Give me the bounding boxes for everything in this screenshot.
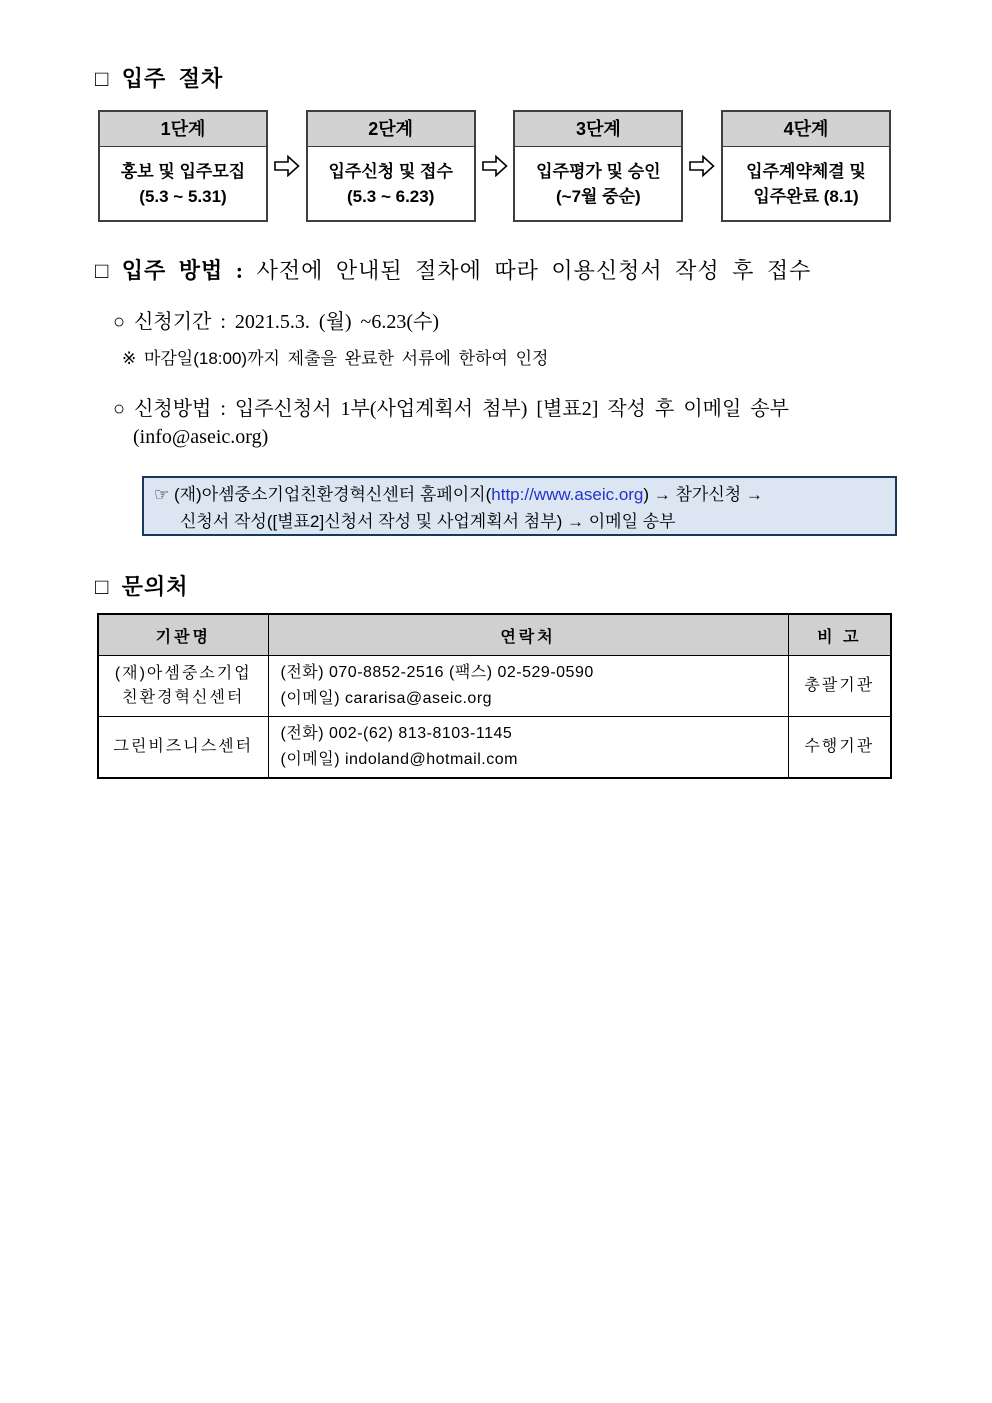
org-name-line1: 그린비즈니스센터 (113, 738, 254, 755)
col-header-note: 비 고 (788, 614, 891, 656)
table-row (98, 717, 891, 779)
contact-email: (이메일) indoland@hotmail.com (280, 751, 518, 768)
step-2-line1: 입주신청 및 접수 (328, 161, 453, 181)
step-1-label: 1단계 (100, 112, 266, 147)
contact-cell (268, 656, 788, 717)
step-1-line1: 홍보 및 입주모집 (120, 161, 246, 181)
step-3-line1: 입주평가 및 승인 (536, 161, 661, 181)
contact-cell (268, 717, 788, 779)
step-3-line2: (~7월 중순) (555, 186, 641, 206)
step-2-label: 2단계 (308, 112, 474, 147)
col-header-contact: 연락처 (268, 614, 788, 656)
step-box-1 (98, 110, 268, 222)
step-arrow-icon (476, 110, 514, 222)
application-method-bullet: ○ 신청방법 : 입주신청서 1부(사업계획서 첨부) [별표2] 작성 후 이메일 송부 (113, 398, 789, 420)
col-header-organization: 기관명 (98, 614, 268, 656)
procedure-heading: □ 입주 절차 (95, 66, 224, 91)
step-4-line2: 입주완료 (8.1) (753, 186, 859, 206)
application-email: (info@aseic.org) (133, 426, 269, 448)
table-header-row (98, 614, 891, 656)
org-name-line1: (재)아셈중소기업 (114, 665, 252, 682)
step-box-4 (721, 110, 891, 222)
guide-box-line1-pre: ☞ (재)아셈중소기업친환경혁신센터 홈페이지( (154, 485, 492, 504)
step-4-line1: 입주계약체결 및 (746, 161, 866, 181)
step-1-line2: (5.3 ~ 5.31) (139, 186, 227, 206)
contact-phone-fax: (전화) 070-8852-2516 (팩스) 02-529-0590 (280, 664, 594, 681)
step-3-body (515, 147, 681, 220)
step-3-label: 3단계 (515, 112, 681, 147)
contacts-table (97, 613, 892, 779)
method-heading-text: 사전에 안내된 절차에 따라 이용신청서 작성 후 접수 (256, 258, 812, 283)
deadline-note: ※ 마감일(18:00)까지 제출을 완료한 서류에 한하여 인정 (122, 349, 549, 368)
step-arrow-icon (268, 110, 306, 222)
contact-phone: (전화) 002-(62) 813-8103-1145 (280, 725, 513, 742)
guide-box-line1-post: ) → 참가신청 → (643, 485, 763, 504)
application-guide-box (142, 476, 897, 536)
method-heading (95, 254, 811, 285)
contacts-heading: □ 문의처 (95, 574, 189, 599)
org-name-line2: 친환경혁신센터 (122, 689, 245, 706)
note-cell: 수행기관 (788, 717, 891, 779)
org-cell (98, 717, 268, 779)
step-4-body (723, 147, 889, 220)
homepage-link[interactable]: http://www.aseic.org (491, 485, 644, 504)
contact-email: (이메일) cararisa@aseic.org (280, 690, 493, 707)
guide-box-line2: 신청서 작성([별표2]신청서 작성 및 사업계획서 첨부) → 이메일 송부 (180, 512, 676, 531)
step-arrow-icon (683, 110, 721, 222)
method-heading-label: □ 입주 방법 : (95, 258, 245, 283)
procedure-flow-diagram (98, 110, 891, 222)
table-row (98, 656, 891, 717)
note-cell: 총괄기관 (788, 656, 891, 717)
step-2-line2: (5.3 ~ 6.23) (346, 186, 435, 206)
org-cell (98, 656, 268, 717)
step-1-body (100, 147, 266, 220)
step-4-label: 4단계 (723, 112, 889, 147)
application-period-bullet: ○ 신청기간 : 2021.5.3. (월) ~6.23(수) (113, 311, 440, 333)
step-2-body (308, 147, 474, 220)
guide-box-line1 (154, 481, 887, 508)
step-box-3 (513, 110, 683, 222)
step-box-2 (306, 110, 476, 222)
